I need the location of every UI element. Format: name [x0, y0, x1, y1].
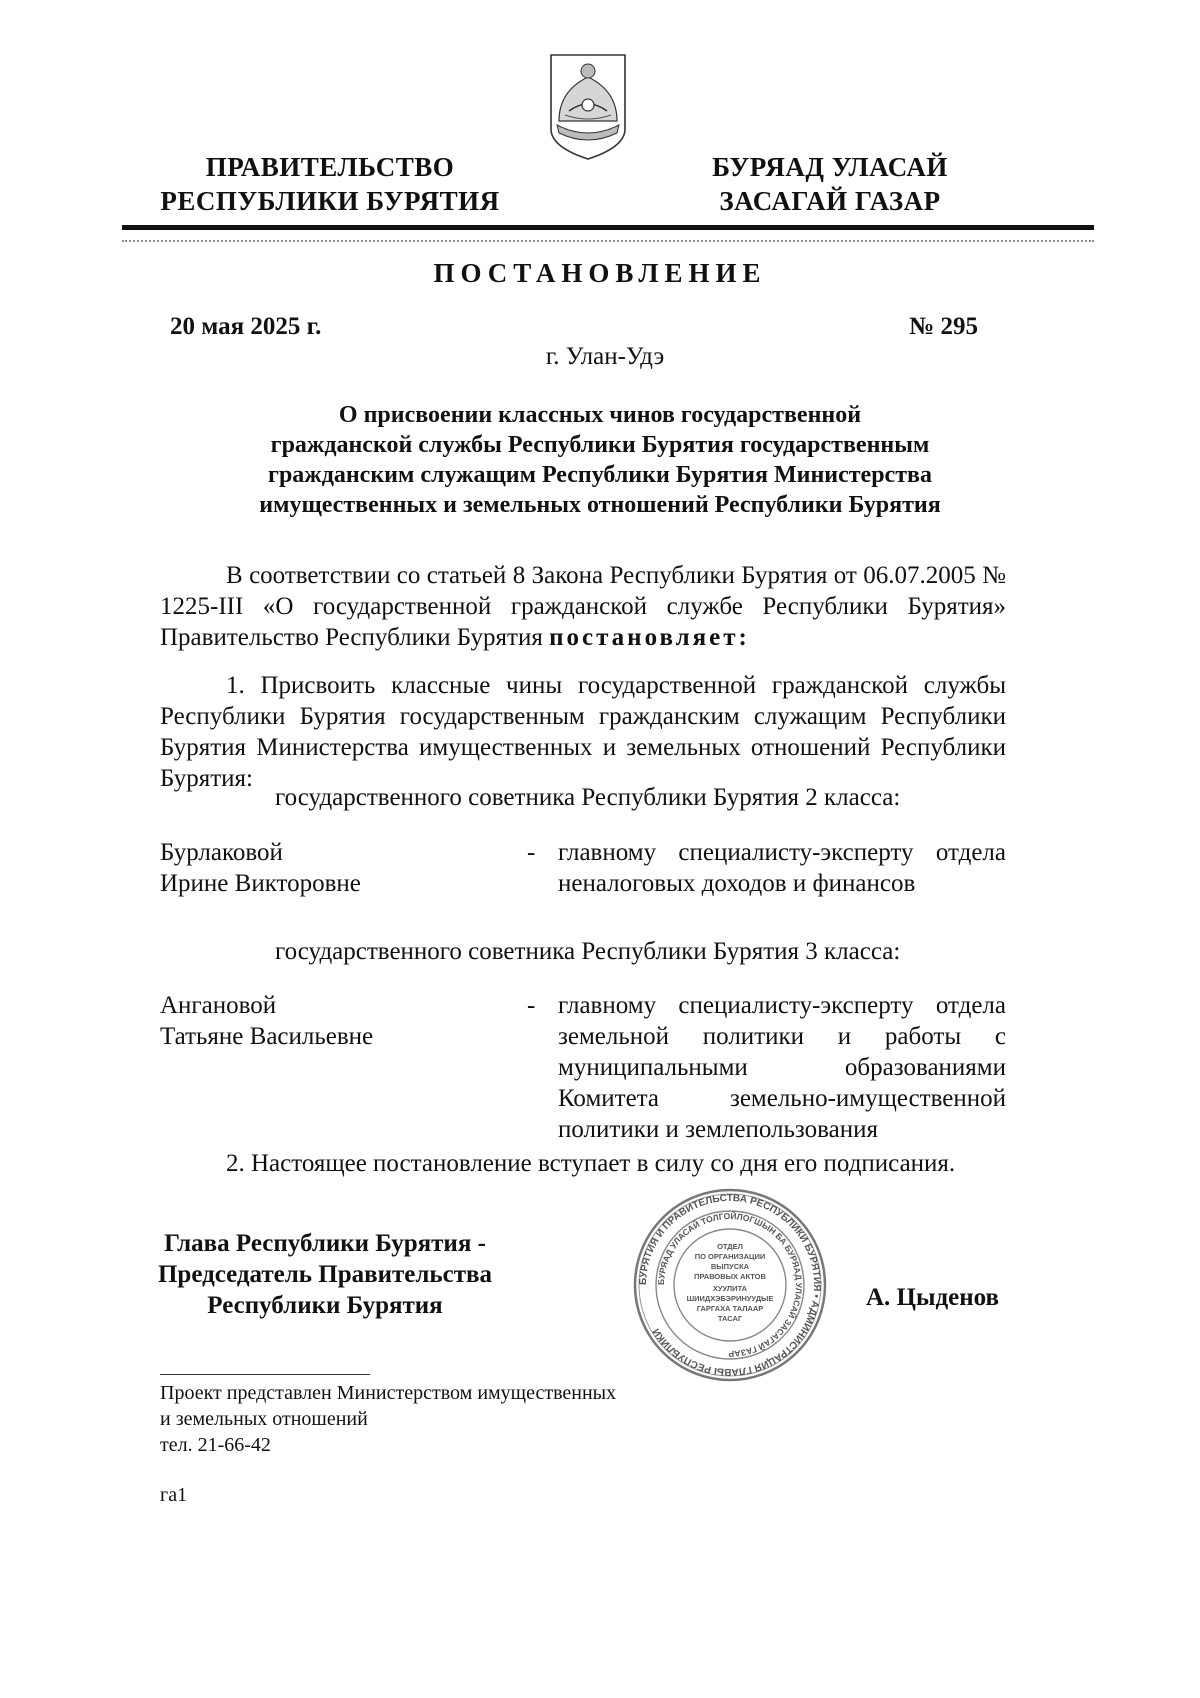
given-name: Ирине Викторовне [160, 870, 361, 897]
stamp-center-line: ГАРГАХА ТАЛААР [696, 1304, 764, 1313]
footer-line: и земельных отношений [160, 1408, 368, 1430]
stamp-inner-text: БУРЯАД УЛАСАЙ ТОЛГОЙЛОГШЫН БА БУРЯАД УЛАСАЙ ЗАСАГАЙ ГАЗАР [655, 1210, 805, 1360]
header-dotted-rule [122, 240, 1094, 242]
preamble-text: В соответствии со статьей 8 Закона Республики Бурятия от 06.07.2005 № 1225-III «О государственной гражданской службе Республики Бурятия» Правительство Республики Бурятия [160, 562, 1006, 651]
footer-line: тел. 21-66-42 [160, 1434, 271, 1456]
grade-dash: - [527, 992, 536, 1019]
document-title [200, 400, 1000, 520]
given-name: Татьяне Васильевне [160, 1023, 374, 1050]
document-city: г. Улан-Удэ [545, 343, 665, 370]
item-2: 2. Настоящее постановление вступает в силу со дня его подписания. [226, 1150, 956, 1177]
surname: Ангановой [160, 992, 277, 1019]
title-line: О присвоении классных чинов государственной [338, 402, 862, 428]
official-stamp [630, 1185, 830, 1385]
stamp-center-line: ШИИДХЭБЭРИНУУДЫЕ [686, 1294, 774, 1303]
header-left-line1: ПРАВИТЕЛЬСТВО [205, 152, 455, 182]
grade-heading: государственного советника Республики Бурятия 3 класса: [275, 938, 901, 965]
signatory-title-line: Глава Республики Бурятия - [164, 1230, 486, 1257]
grade-person-name [160, 837, 500, 899]
footer-note [160, 1380, 616, 1458]
title-line: гражданской службы Республики Бурятия государственным [270, 432, 930, 458]
header-right-line1: БУРЯАД УЛАСАЙ [712, 152, 948, 182]
stamp-center-line: ПРАВОВЫХ АКТОВ [694, 1272, 766, 1281]
document-date: 20 мая 2025 г. [170, 313, 322, 340]
header-rule [122, 225, 1094, 230]
stamp-center-line: ОТДЕЛ [717, 1242, 743, 1251]
signatory-title-line: Председатель Правительства [157, 1261, 493, 1288]
signatory-title [140, 1228, 510, 1321]
preamble-keyword: постановляет: [549, 624, 750, 651]
signatory-name: А. Цыденов [866, 1284, 1000, 1311]
stamp-seal-icon [630, 1185, 830, 1385]
stamp-outer-text: БУРЯТИЯ И ПРАВИТЕЛЬСТВА РЕСПУБЛИКИ БУРЯТИЯ • АДМИНИСТРАЦИЯ ГЛАВЫ РЕСПУБЛИКИ [637, 1192, 823, 1378]
header-right-line2: ЗАСАГАЙ ГАЗАР [719, 186, 941, 216]
title-line: гражданским служащим Республики Бурятия Министерства [268, 462, 932, 488]
preamble [160, 560, 1006, 653]
grade-position: главному специалисту-эксперту отдела земельной политики и работы с муниципальными образованиями Комитета земельно-имущественной политики и землепользования [558, 992, 1006, 1143]
header-right [680, 150, 980, 218]
signatory-title-line: Республики Бурятия [207, 1292, 443, 1319]
grade-position: главному специалисту-эксперту отдела неналоговых доходов и финансов [558, 839, 1006, 897]
document-type: ПОСТАНОВЛЕНИЕ [433, 258, 767, 288]
item-1: 1. Присвоить классные чины государственной гражданской службы Республики Бурятия государственным гражданским служащим Республики Бурятия Министерства имущественных и земельных отношений Республики Бурятия: [160, 672, 1006, 792]
grade-person-name [160, 990, 500, 1052]
document-number: № 295 [909, 313, 978, 340]
header-left [150, 150, 510, 218]
stamp-center-line: ТАСАГ [717, 1314, 743, 1323]
coat-of-arms-icon [547, 51, 629, 161]
footer-rule [160, 1374, 370, 1375]
grade-heading: государственного советника Республики Бурятия 2 класса: [275, 784, 901, 811]
stamp-center-line: ХУУЛИТА [712, 1284, 748, 1293]
grade-dash: - [527, 839, 536, 866]
stamp-center-line: ПО ОРГАНИЗАЦИИ [694, 1252, 766, 1261]
header-left-line2: РЕСПУБЛИКИ БУРЯТИЯ [160, 186, 500, 216]
footer-line: Проект представлен Министерством имущественных [160, 1382, 617, 1404]
stamp-center-line: ВЫПУСКА [710, 1262, 750, 1271]
coat-of-arms-emblem [547, 51, 629, 161]
title-line: имущественных и земельных отношений Республики Бурятия [259, 492, 941, 518]
surname: Бурлаковой [160, 839, 283, 866]
document-code: га1 [160, 1484, 188, 1506]
